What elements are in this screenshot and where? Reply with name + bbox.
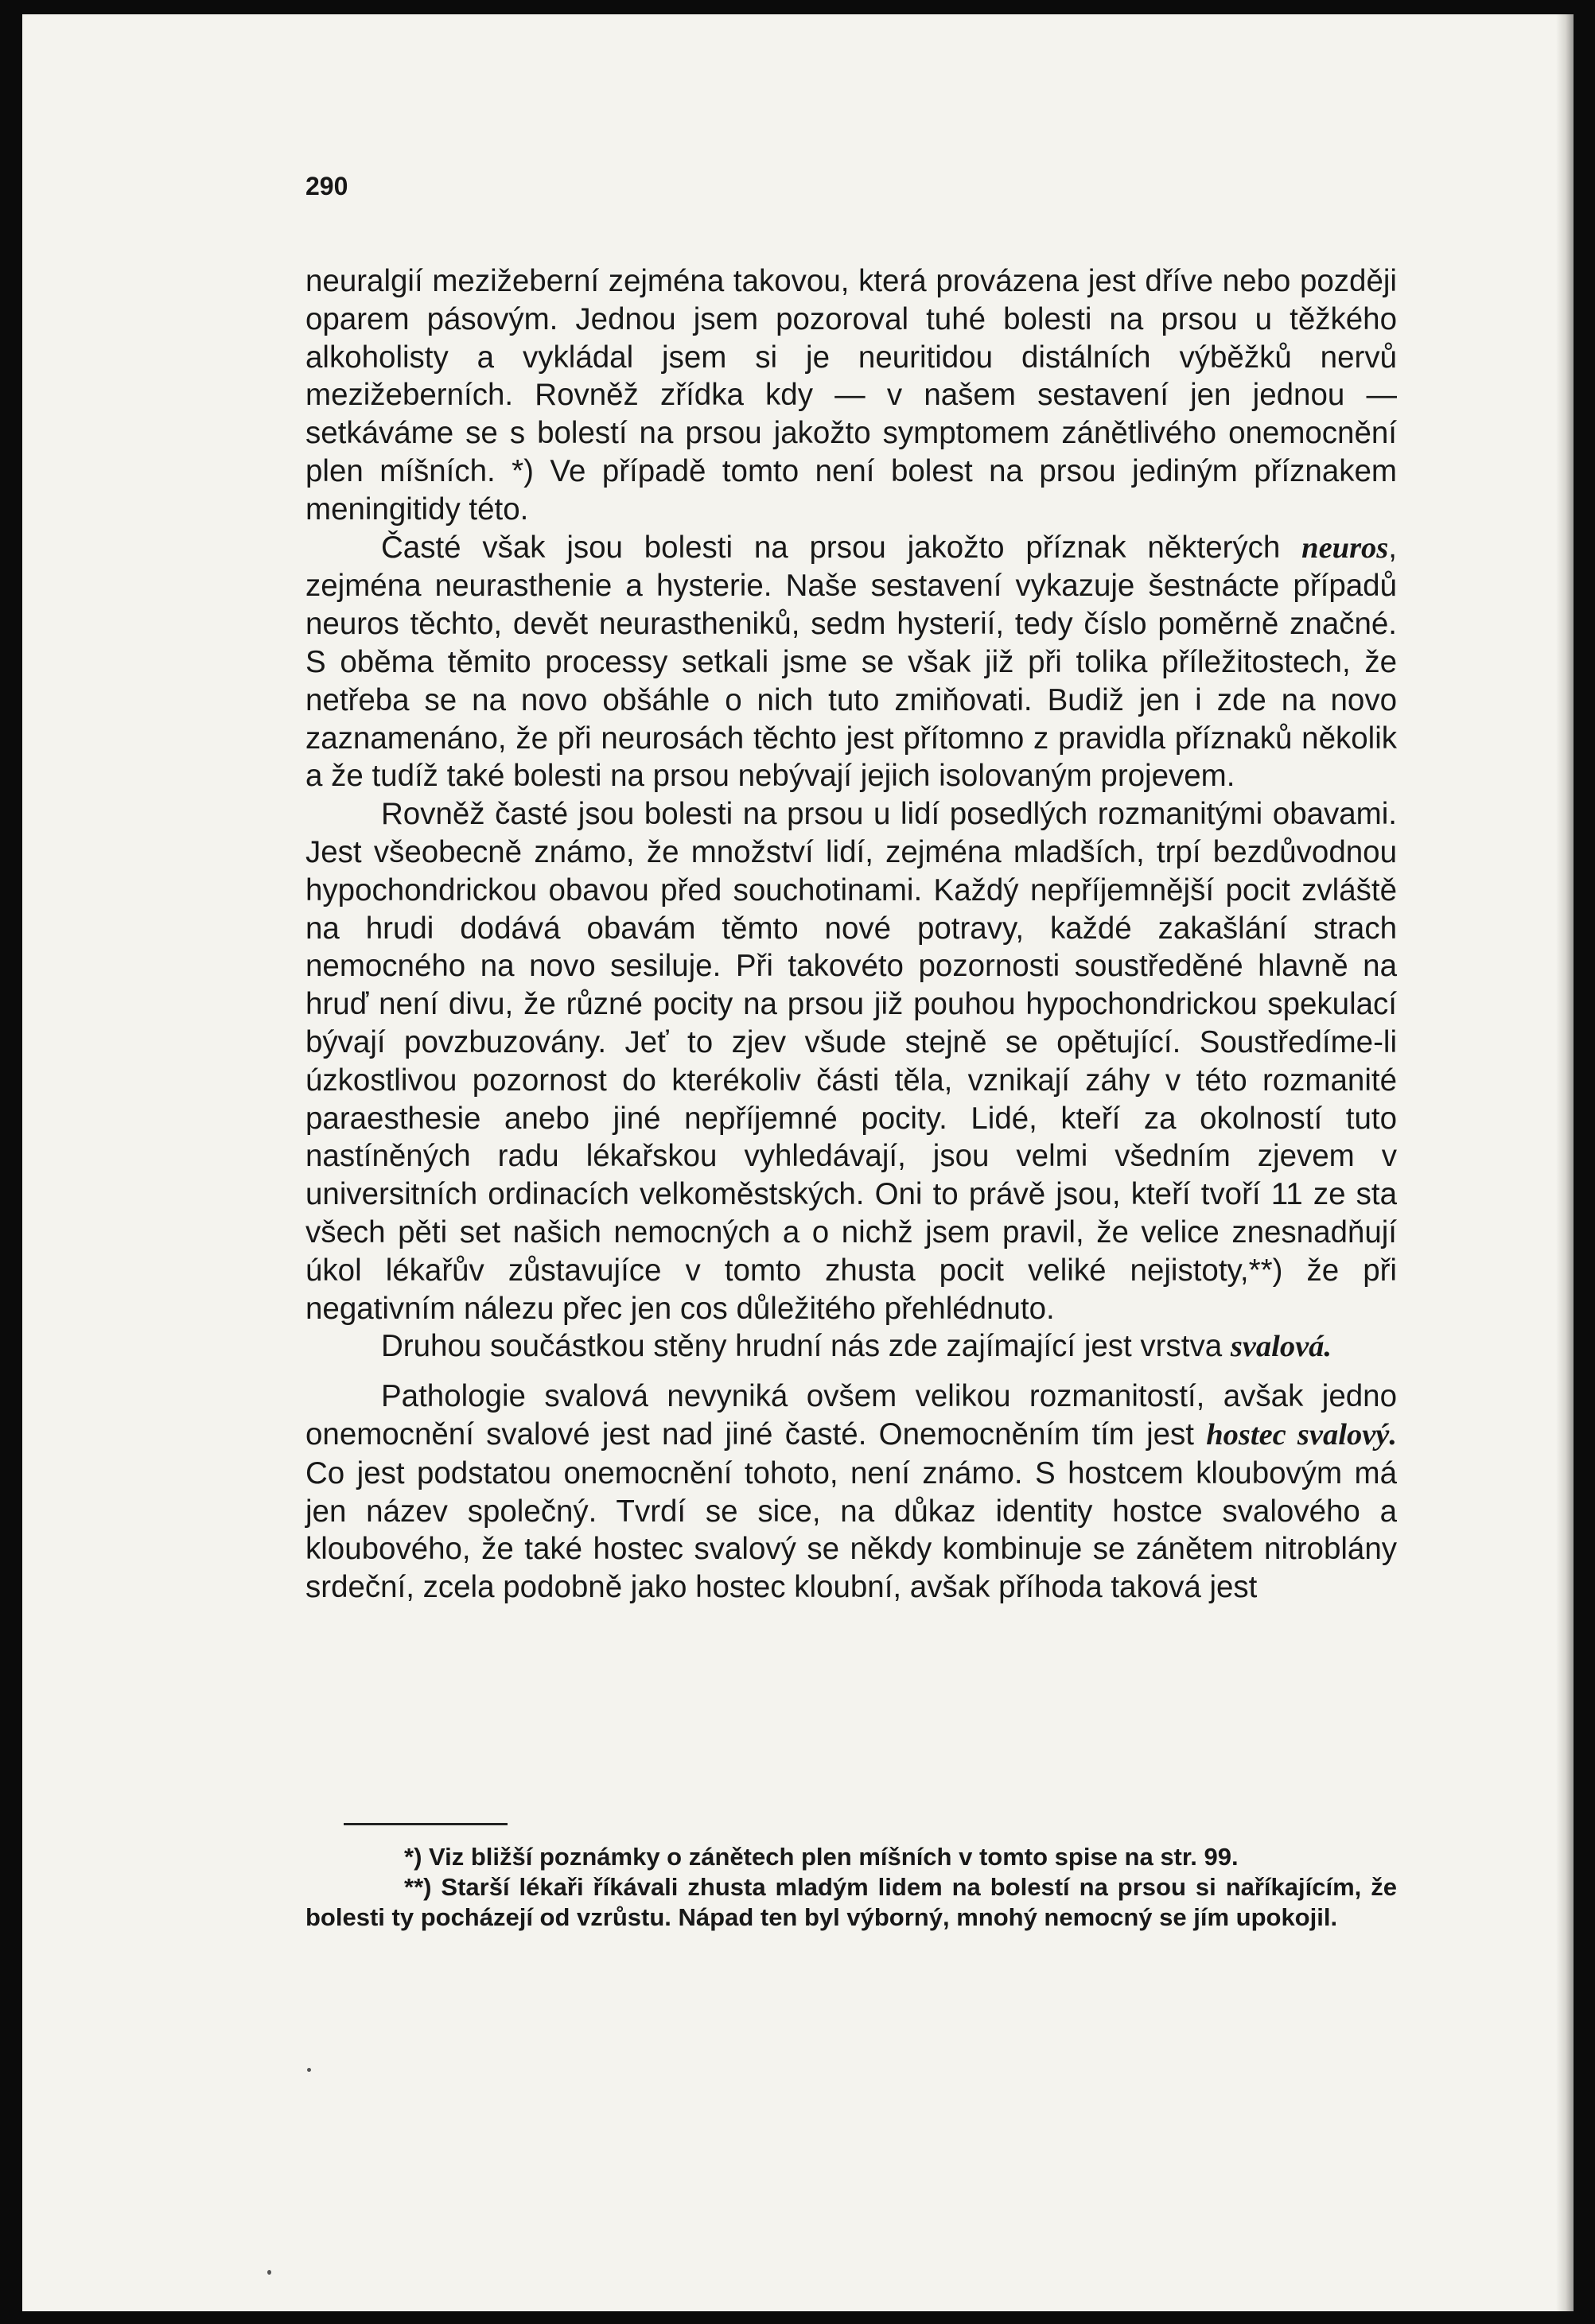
paragraph-p2: [305, 529, 1397, 796]
paragraph-p4: [305, 1327, 1397, 1366]
footnote: [305, 1872, 1397, 1933]
scan-speck: [267, 2270, 271, 2275]
emphasized-term: svalová.: [1230, 1330, 1332, 1364]
paragraph-p1: [305, 262, 1397, 529]
text-run: Pathologie svalová nevyniká ovšem velikou rozmanitostí, avšak jedno onemocnění svalové jest nad jiné časté. Onemocněním tím jest: [305, 1379, 1397, 1452]
page-number: 290: [305, 172, 348, 200]
text-run: , zejména neurasthenie a hysterie. Naše sestavení vykazuje šestnácte případů neuros těchto, devět neurastheniků, sedm hysterií, tedy číslo poměrně značné. S oběma těmito processy setkali jsme se však již při tolika příležitostech, že netřeba se na novo obšáhle o nich tuto zmiňovati. Budiž jen i zde na novo zaznamenáno, že při neurosách těchto jest přítomno z pravidla příznaků několik a že tudíž také bolesti na prsou nebývají jejich isolovaným projevem.: [305, 530, 1397, 794]
text-run: neuralgií mezižeberní zejména takovou, která provázena jest dříve nebo později oparem pásovým. Jednou jsem pozoroval tuhé bolesti na prsou u těžkého alkoholisty a vykládal jsem si je neuritidou distálních výběžků nervů mezižeberních. Rovněž zřídka kdy — v našem sestavení jen jednou — setkáváme se s bolestí na prsou jakožto symptomem zánětlivého onemocnění plen míšních. *) Ve případě tomto není bolest na prsou jediným příznakem meningitidy této.: [305, 264, 1397, 527]
footnote: [305, 1842, 1397, 1872]
footnote-text: Viz bližší poznámky o zánětech plen míšních v tomto spise na str. 99.: [422, 1843, 1239, 1871]
text-run: Rovněž časté jsou bolesti na prsou u lidí posedlých rozmanitými obavami. Jest všeobecně známo, že množství lidí, zejména mladších, trpí bezdůvodnou hypochondrickou obavou před souchotinami. Každý nepříjemnější pocit zvláště na hrudi dodává obavám těmto nové potravy, každé zakašlání strach nemocného na novo sesiluje. Při takovéto pozornosti soustředěné hlavně na hruď není divu, že různé pocity na prsou již pouhou hypochondrickou spekulací bývají povzbuzovány. Jeť to zjev všude stejně se opětující. Soustředíme-li úzkostlivou pozornost do kterékoliv části těla, vznikají záhy v této rozmanité paraesthesie anebo jiné nepříjemné pocity. Lidé, kteří za okolností tuto nastíněných radu lékařskou vyhledávají, jsou velmi všedním zjevem v universitních ordinacích velkoměstských. Oni to právě jsou, kteří tvoří 11 ze sta všech pěti set našich nemocných a o nichž jsem pravil, že velice znesnadňují úkol lékařův zůstavujíce v tomto zhusta pocit veliké nejistoty,**) že při negativním nálezu přec jen cos důležitého přehlédnuto.: [305, 797, 1397, 1326]
paragraph-p5: [305, 1378, 1397, 1607]
text-run: Co jest podstatou onemocnění tohoto, není známo. S hostcem kloubovým má jen název společný. Tvrdí se sice, na důkaz identity hostce svalového a kloubového, že také hostec svalový se někdy kombinuje se zánětem nitroblány srdeční, zcela podobně jako hostec kloubní, avšak příhoda taková jest: [305, 1455, 1397, 1605]
text-run: Druhou součástkou stěny hrudní nás zde zajímající jest vrstva: [381, 1329, 1231, 1364]
page-edge-shadow: [1556, 14, 1574, 2311]
footnote-mark: **): [404, 1873, 432, 1901]
footnote-mark: *): [404, 1843, 422, 1871]
text-run: Časté však jsou bolesti na prsou jakožto příznak některých: [381, 530, 1302, 565]
footnotes: [305, 1842, 1397, 1933]
scan-speck: [307, 2068, 311, 2072]
footnote-text: Starší lékaři říkávali zhusta mladým lidem na bolestí na prsou si naříkajícím, že bolesti ty pocházejí od vzrůstu. Nápad ten byl výborný, mnohý nemocný se jím upokojil.: [305, 1873, 1397, 1931]
footnote-separator: [344, 1823, 508, 1825]
paragraph-p3: [305, 795, 1397, 1327]
scanned-page: [22, 14, 1574, 2311]
emphasized-term: neuros: [1301, 530, 1389, 565]
body-text: [305, 262, 1397, 1607]
emphasized-term: hostec svalový.: [1206, 1417, 1397, 1452]
